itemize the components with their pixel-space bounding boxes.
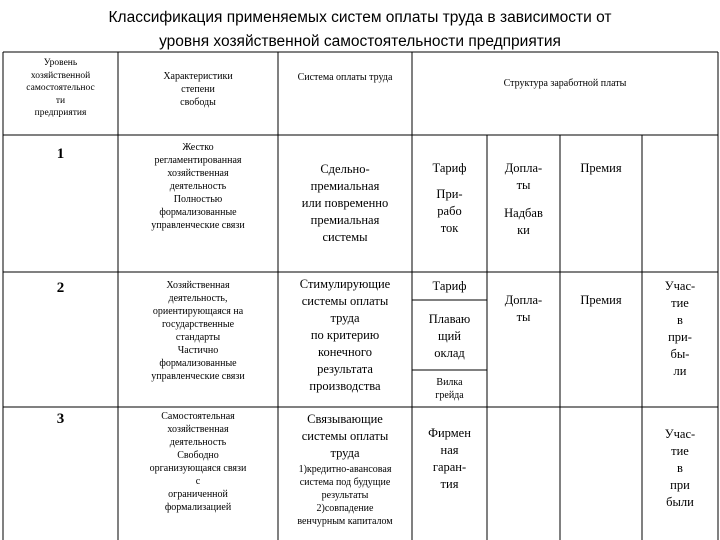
title-line-2: уровня хозяйственной самостоятельности предприятия bbox=[159, 33, 561, 50]
row2-extra-pay: Допла- ты bbox=[504, 293, 543, 324]
row1-freedom: Жестко регламентированная хозяйственная деятельность Полностью формализованные управленческие связи bbox=[151, 142, 245, 231]
row2-profit-share: Учас- тие в при- бы- ли bbox=[664, 279, 696, 378]
row3-system-notes: 1)кредитно-авансовая система под будущие результаты 2)совпадение венчурным капиталом bbox=[297, 464, 393, 527]
row1-bonus: Премия bbox=[580, 161, 622, 175]
title-line-1: Классификация применяемых систем оплаты труда в зависимости от bbox=[108, 9, 612, 26]
row3-freedom: Самостоятельная хозяйственная деятельность Свободно организующаяся связи с ограниченной формализацией bbox=[149, 411, 247, 513]
row2-grade-range: Вилка грейда bbox=[435, 377, 464, 401]
row3-profit-share: Учас- тие в при были bbox=[664, 427, 696, 509]
row3-system: Связывающие системы оплаты труда bbox=[301, 412, 389, 460]
row2-bonus: Премия bbox=[580, 293, 622, 307]
header-system: Система оплаты труда bbox=[297, 72, 393, 83]
row2-floating-salary: Плаваю щий оклад bbox=[428, 312, 471, 360]
row1-tariff: Тариф При- рабо ток bbox=[432, 161, 467, 235]
row2-system: Стимулирующие системы оплаты труда по критерию конечного результата производства bbox=[299, 277, 391, 393]
header-level: Уровень хозяйственной самостоятельнос ти предприятия bbox=[26, 58, 95, 118]
row3-level: 3 bbox=[56, 411, 65, 427]
row2-tariff: Тариф bbox=[432, 279, 467, 293]
row3-firm-guarantee: Фирмен ная гаран- тия bbox=[428, 426, 471, 491]
row1-extra-pay: Допла- ты Надбав ки bbox=[504, 161, 543, 237]
row1-level: 1 bbox=[56, 146, 65, 162]
row2-level: 2 bbox=[56, 280, 65, 296]
row2-freedom: Хозяйственная деятельность, ориентирующаяся на государственные стандарты Частично формализованные управленческие связи bbox=[151, 280, 245, 382]
header-freedom: Характеристики степени свободы bbox=[163, 71, 233, 108]
header-structure: Структура заработной платы bbox=[503, 78, 627, 89]
row1-system: Сдельно- премиальная или повременно премиальная системы bbox=[301, 162, 389, 244]
